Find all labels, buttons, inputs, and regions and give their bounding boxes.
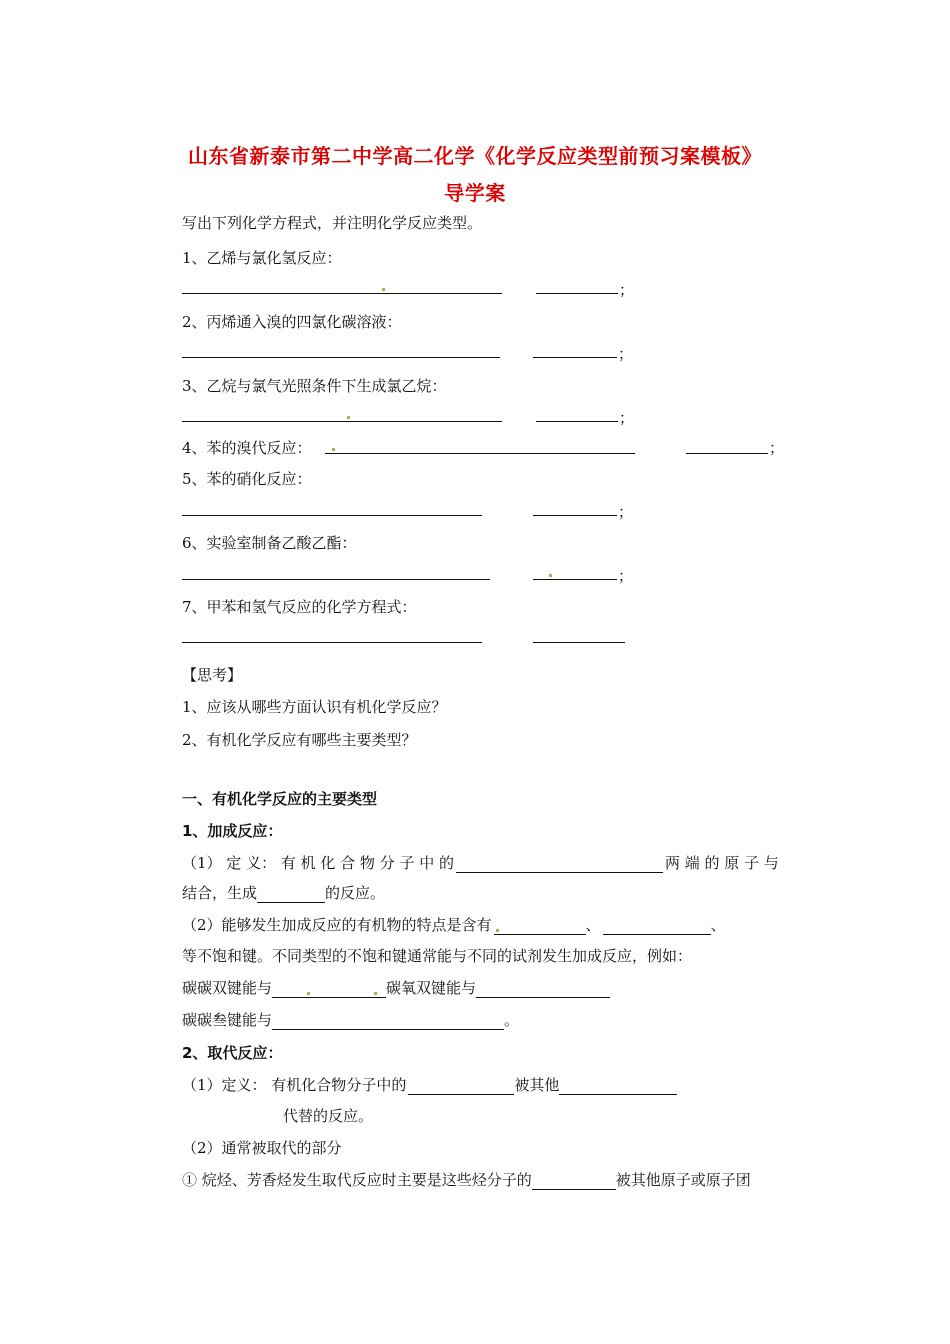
- exercise-6-label: 6、实验室制备乙酸乙酯：: [182, 534, 357, 552]
- addition-def-prefix: （1） 定 义： 有 机 化 合 物 分 子 中 的: [182, 854, 454, 872]
- scan-speck: [332, 448, 335, 451]
- think-heading: 【思考】: [182, 666, 243, 684]
- substitution-heading: 2、取代反应：: [182, 1044, 283, 1062]
- instructions: 写出下列化学方程式，并注明化学反应类型。: [182, 214, 483, 232]
- addition-def-blank-2[interactable]: [257, 886, 325, 903]
- scan-speck: [307, 992, 310, 995]
- section-heading: 一、有机化学反应的主要类型: [182, 790, 378, 808]
- addition-definition-line2: [182, 883, 385, 903]
- semicolon: ；: [619, 409, 635, 427]
- addition-feature-line2: 等不饱和键。不同类型的不饱和键通常能与不同的试剂发生加成反应，例如：: [182, 947, 693, 965]
- semicolon: ；: [618, 567, 634, 585]
- addition-feature-text: （2）能够发生加成反应的有机物的特点是含有: [182, 916, 492, 934]
- substitution-def-text-a: （1）定义： 有机化合物分子中的: [182, 1076, 407, 1094]
- addition-heading: 1、加成反应：: [182, 822, 283, 840]
- exercise-7-equation-blank[interactable]: [182, 642, 482, 643]
- exercise-3-type-blank[interactable]: [536, 421, 618, 422]
- addition-feature-blank-2[interactable]: [603, 918, 711, 935]
- separator: 、: [710, 916, 726, 934]
- exercise-6-type-blank[interactable]: [533, 579, 617, 580]
- semicolon: ；: [769, 439, 785, 457]
- addition-def-suffix: 两 端 的 原 子 与: [665, 854, 779, 872]
- exercise-5-type-blank[interactable]: [533, 515, 617, 516]
- scan-speck: [496, 929, 499, 932]
- scan-speck: [382, 288, 385, 291]
- scan-speck: [347, 416, 350, 419]
- separator: 、: [585, 916, 601, 934]
- substitution-part-heading: （2）通常被取代的部分: [182, 1139, 342, 1157]
- scan-speck: [549, 574, 552, 577]
- semicolon: ；: [618, 345, 634, 363]
- co-double-label: 碳氧双键能与: [386, 979, 477, 997]
- cc-double-blank[interactable]: [272, 981, 386, 998]
- substitution-def-blank-1[interactable]: [408, 1078, 514, 1095]
- cc-triple-label: 碳碳叁键能与: [182, 1011, 273, 1029]
- substitution-item-text-b: 被其他原子或原子团: [615, 1171, 751, 1189]
- period: 。: [504, 1011, 520, 1029]
- semicolon: ；: [618, 503, 634, 521]
- exercise-7-type-blank[interactable]: [533, 642, 625, 643]
- exercise-4-equation-blank[interactable]: [325, 453, 635, 454]
- substitution-def-text-b: 被其他: [514, 1076, 560, 1094]
- addition-definition-line1: [182, 853, 779, 873]
- substitution-item-blank[interactable]: [532, 1173, 616, 1190]
- exercise-4-label: 4、苯的溴代反应：: [182, 439, 312, 457]
- substitution-definition-line2: 代替的反应。: [283, 1107, 374, 1125]
- exercise-1-type-blank[interactable]: [536, 293, 618, 294]
- exercise-4-type-blank[interactable]: [686, 453, 768, 454]
- exercise-5-label: 5、苯的硝化反应：: [182, 470, 312, 488]
- exercise-3-equation-blank[interactable]: [182, 421, 502, 422]
- substitution-def-blank-2[interactable]: [559, 1078, 677, 1095]
- addition-def-blank-1[interactable]: [456, 856, 663, 873]
- semicolon: ；: [619, 281, 635, 299]
- exercise-3-label: 3、乙烷与氯气光照条件下生成氯乙烷：: [182, 377, 447, 395]
- document-title-line1: 山东省新泰市第二中学高二化学《化学反应类型前预习案模板》: [188, 144, 762, 168]
- document-title-line2: 导学案: [444, 181, 506, 205]
- exercise-5-equation-blank[interactable]: [182, 515, 482, 516]
- exercise-7-label: 7、甲苯和氢气反应的化学方程式：: [182, 598, 417, 616]
- scan-speck: [374, 992, 377, 995]
- substitution-definition-line1: [182, 1075, 677, 1095]
- exercise-6-equation-blank[interactable]: [182, 579, 490, 580]
- think-question-1: 1、应该从哪些方面认识有机化学反应？: [182, 698, 447, 716]
- exercise-2-label: 2、丙烯通入溴的四氯化碳溶液：: [182, 313, 402, 331]
- cc-triple-blank[interactable]: [272, 1013, 504, 1030]
- exercise-2-type-blank[interactable]: [533, 357, 617, 358]
- addition-example-line2: [182, 1010, 519, 1030]
- co-double-blank[interactable]: [476, 981, 610, 998]
- substitution-item-text-a: ① 烷烃、芳香烃发生取代反应时主要是这些烃分子的: [182, 1171, 532, 1189]
- addition-example-line1: [182, 978, 610, 998]
- addition-def-text-a: 结合，生成: [182, 884, 258, 902]
- addition-def-text-b: 的反应。: [325, 884, 386, 902]
- exercise-2-equation-blank[interactable]: [182, 357, 500, 358]
- think-question-2: 2、有机化学反应有哪些主要类型？: [182, 731, 417, 749]
- exercise-1-label: 1、乙烯与氯化氢反应：: [182, 249, 342, 267]
- addition-feature-blank-1[interactable]: [494, 918, 586, 935]
- exercise-1-equation-blank[interactable]: [182, 293, 502, 294]
- cc-double-label: 碳碳双键能与: [182, 979, 273, 997]
- addition-feature-line1: [182, 915, 726, 935]
- substitution-item-1: [182, 1170, 751, 1190]
